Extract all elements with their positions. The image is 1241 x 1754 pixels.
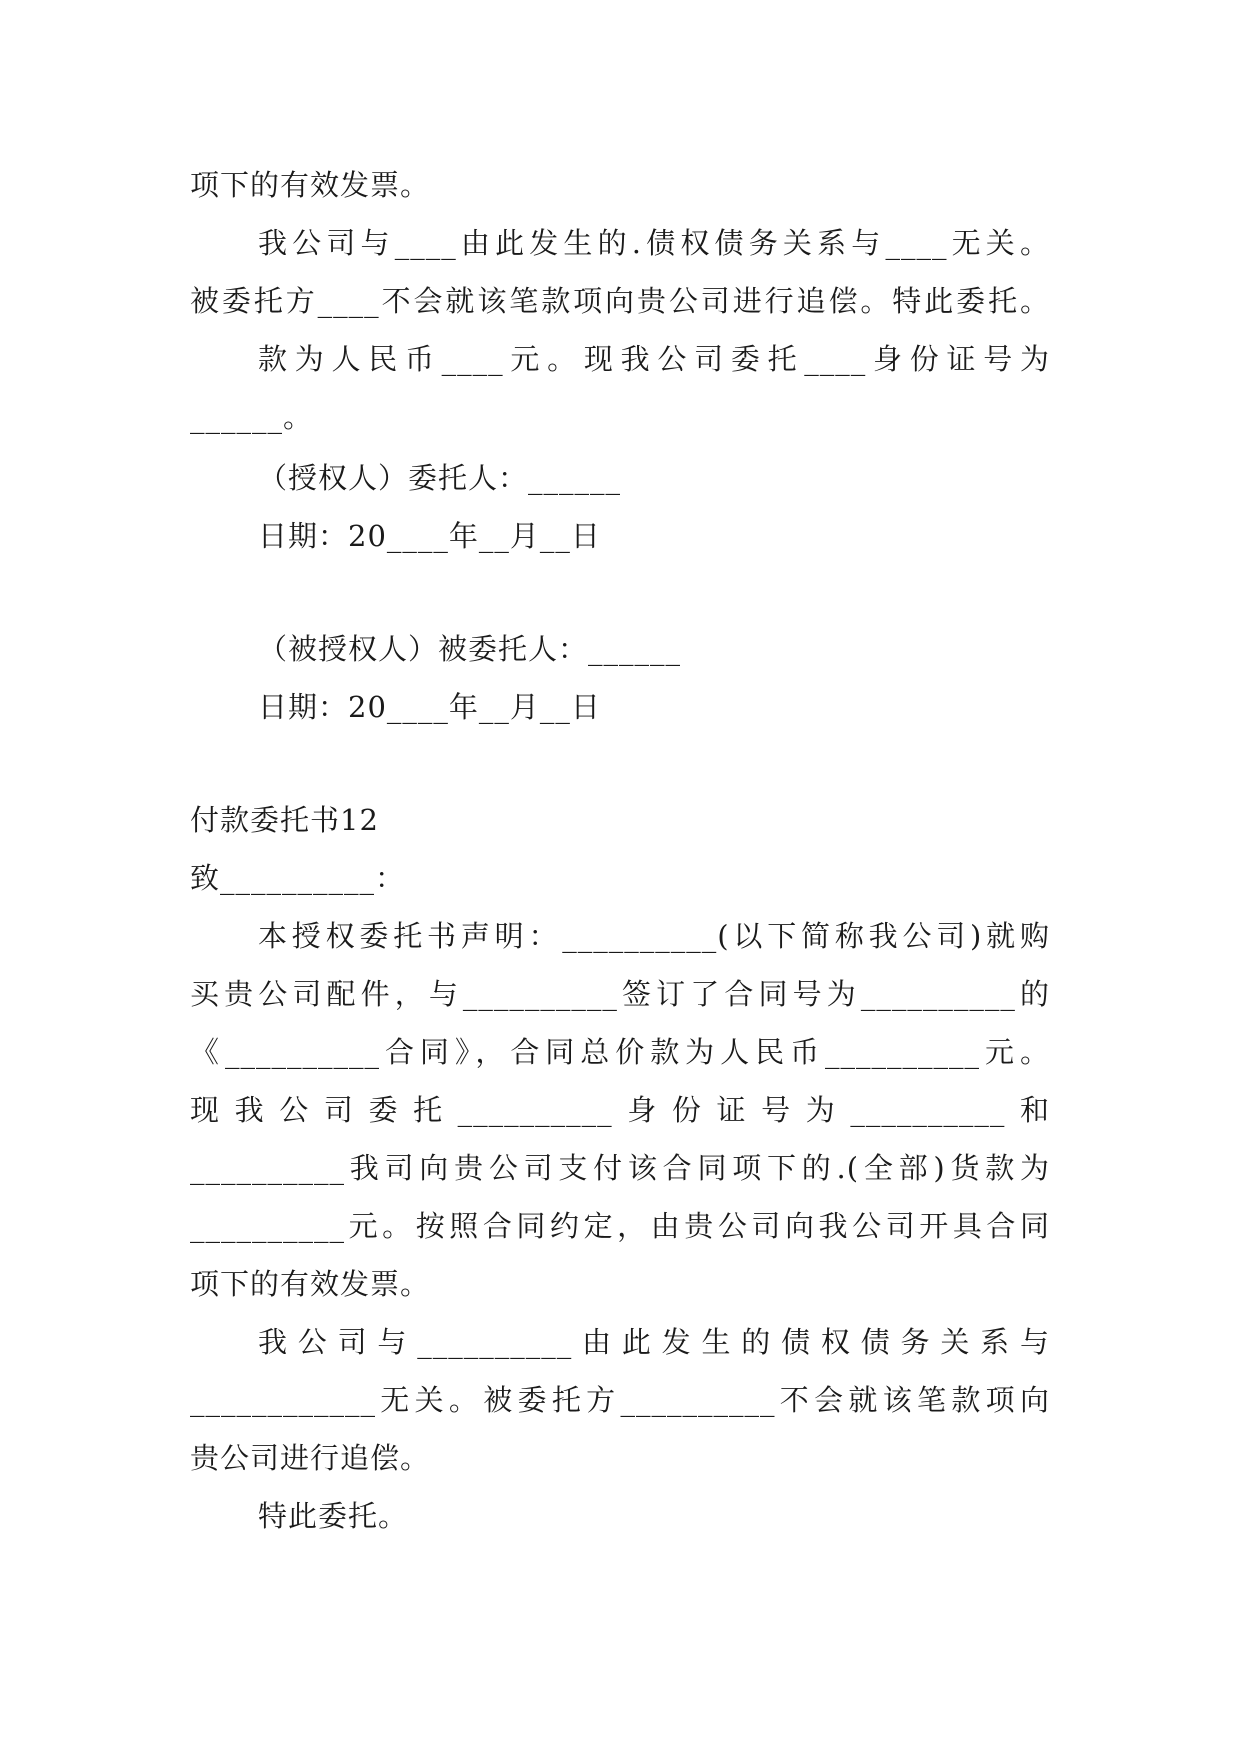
body-text-line: 买贵公司配件，与__________签订了合同号为__________的 bbox=[190, 977, 1050, 1011]
body-text-line: 被委托方____不会就该笔款项向贵公司进行追偿。特此委托。 bbox=[190, 284, 1050, 318]
body-text-line: 本授权委托书声明：__________(以下简称我公司)就购 bbox=[258, 919, 1050, 953]
closing-line: 特此委托。 bbox=[258, 1499, 409, 1533]
body-text-line: 《__________合同》，合同总价款为人民币__________元。 bbox=[190, 1035, 1050, 1069]
addressee-line: 致__________： bbox=[190, 861, 406, 895]
body-text-line: 我公司与__________由此发生的债权债务关系与 bbox=[258, 1325, 1050, 1359]
section-title: 付款委托书12 bbox=[190, 803, 379, 837]
grantee-date-line: 日期：20____年__月__日 bbox=[258, 690, 601, 724]
body-text-line: 贵公司进行追偿。 bbox=[190, 1441, 431, 1475]
body-text-line: 项下的有效发票。 bbox=[190, 168, 431, 202]
grantor-date-line: 日期：20____年__月__日 bbox=[258, 519, 601, 553]
body-text-line: ____________无关。被委托方__________不会就该笔款项向 bbox=[190, 1383, 1050, 1417]
body-text-line: 项下的有效发票。 bbox=[190, 1267, 431, 1301]
body-text-line: 我公司与____由此发生的.债权债务关系与____无关。 bbox=[258, 226, 1050, 260]
body-text-line: __________元。按照合同约定，由贵公司向我公司开具合同 bbox=[190, 1209, 1050, 1243]
body-text-line: __________我司向贵公司支付该合同项下的.(全部)货款为 bbox=[190, 1151, 1050, 1185]
body-text-line: ______。 bbox=[190, 400, 314, 434]
grantor-signature-line: （授权人）委托人：______ bbox=[258, 461, 622, 495]
grantee-signature-line: （被授权人）被委托人：______ bbox=[258, 632, 682, 666]
body-text-line: 款为人民币____元。现我公司委托____身份证号为 bbox=[258, 342, 1050, 376]
body-text-line: 现我公司委托__________身份证号为__________和 bbox=[190, 1093, 1050, 1127]
